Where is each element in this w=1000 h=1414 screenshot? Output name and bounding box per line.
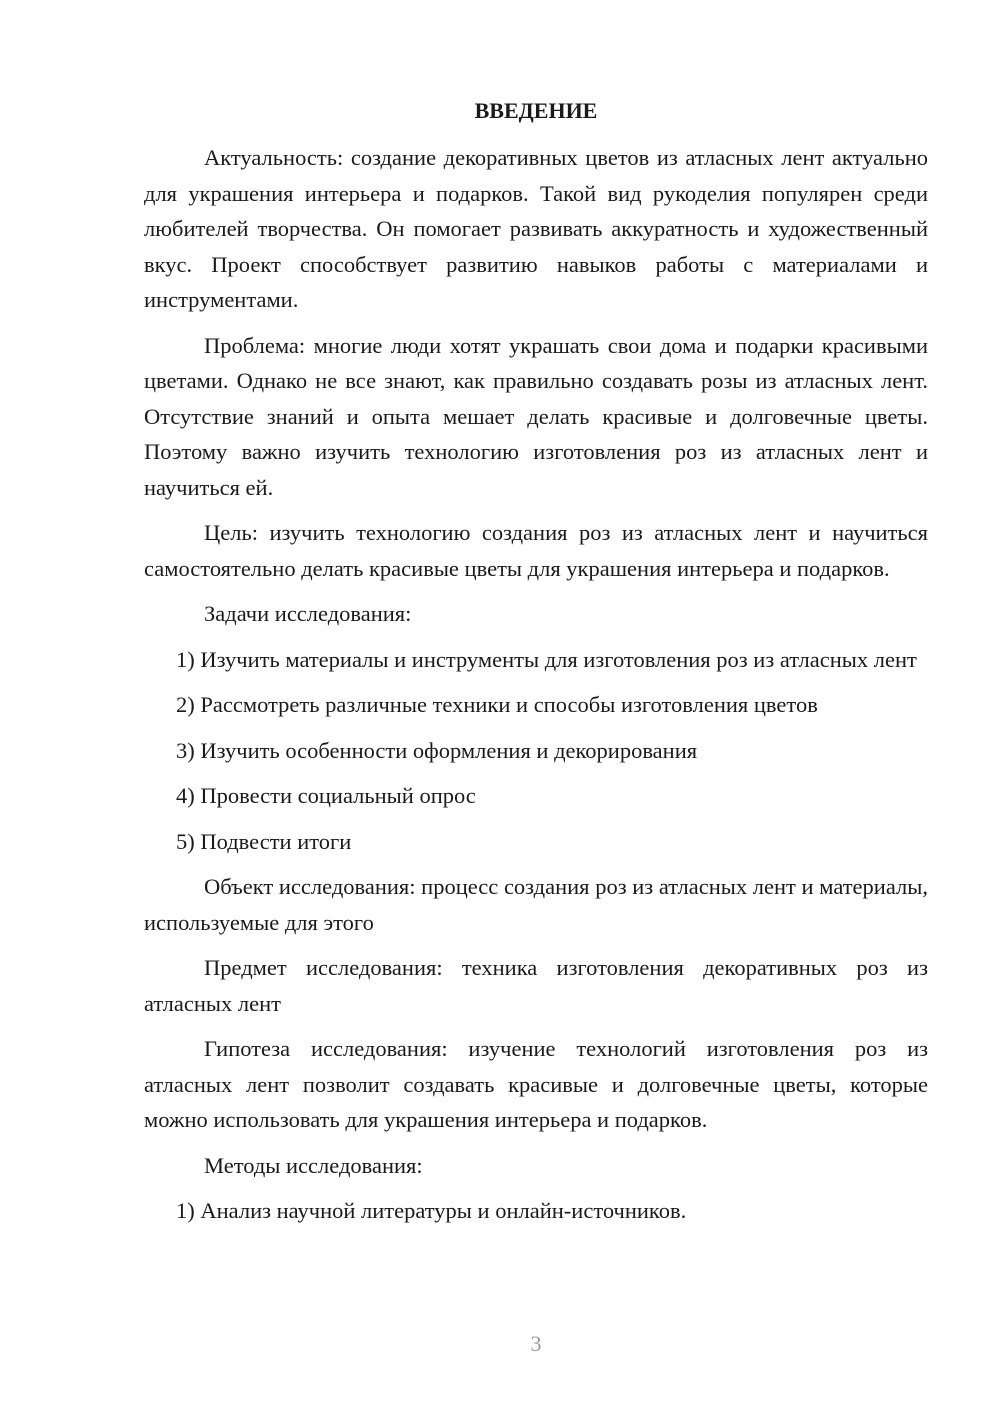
paragraph-goal: Цель: изучить технологию создания роз из атласных лент и научиться самостоятельно делать красивые цветы для украшения интерьера и подарков. [144, 520, 928, 581]
task-item-4: 4) Провести социальный опрос [176, 783, 476, 808]
page-number: 3 [530, 1331, 542, 1356]
task-item-3: 3) Изучить особенности оформления и декорирования [176, 737, 698, 763]
task-item-1: 1) Изучить материалы и инструменты для изготовления роз из атласных лент [176, 646, 917, 672]
paragraph-object: Объект исследования: процесс создания роз из атласных лент и материалы, используемые для этого [144, 874, 928, 935]
paragraph-problem: Проблема: многие люди хотят украшать свои дома и подарки красивыми цветами. Однако не все знают, как правильно создавать розы из атласных лент. Отсутствие знаний и опыта мешает делать красивые и долговечные цветы. Поэтому важно изучить технологию изготовления роз из атласных лент и научиться ей. [144, 332, 928, 500]
body-text [144, 140, 928, 1239]
paragraph-subject: Предмет исследования: техника изготовления декоративных роз из атласных лент [144, 955, 928, 1016]
method-item-1: 1) Анализ научной литературы и онлайн-источников. [176, 1198, 687, 1223]
task-item-5: 5) Подвести итоги [176, 828, 352, 854]
tasks-heading: Задачи исследования: [204, 601, 412, 626]
section-title: ВВЕДЕНИЕ [474, 98, 598, 123]
methods-heading: Методы исследования: [204, 1152, 423, 1178]
paragraph-relevance: Актуальность: создание декоративных цветов из атласных лент актуально для украшения интерьера и подарков. Такой вид рукоделия популярен среди любителей творчества. Он помогает развивать аккуратность и художественный вкус. Проект способствует развитию навыков работы с материалами и инструментами. [144, 145, 928, 312]
task-item-2: 2) Рассмотреть различные техники и способы изготовления цветов [176, 692, 818, 717]
paragraph-hypothesis: Гипотеза исследования: изучение технологий изготовления роз из атласных лент позволит создавать красивые и долговечные цветы, которые можно использовать для украшения интерьера и подарков. [144, 1036, 928, 1132]
